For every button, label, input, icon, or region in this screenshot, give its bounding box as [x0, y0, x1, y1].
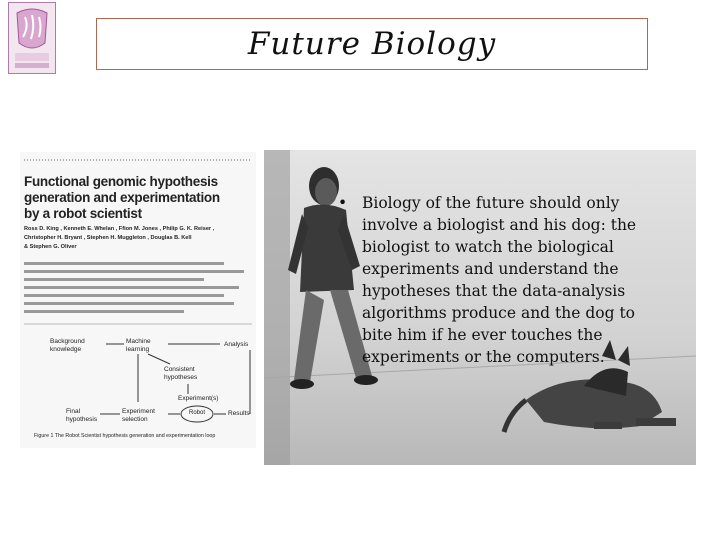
paper-heading-3: by a robot scientist — [24, 206, 142, 221]
university-logo — [8, 2, 56, 74]
paper-excerpt — [20, 152, 256, 448]
bullet-text: Biology of the future should only involve a biologist and his dog: the biologist to watch the biological experiments and understand the hypotheses that the data-analysis algorithms produce and the dog to bite him if he ever touches the experiments or the computers. — [362, 194, 637, 366]
diagram-robot: Robot — [189, 410, 206, 416]
diagram-final-hypothesis: Final hypothesis — [66, 408, 98, 423]
diagram-machine-learning: Machine learning — [126, 338, 151, 353]
paper-heading-1: Functional genomic hypothesis — [24, 174, 218, 189]
paper-authors-1: Ross D. King , Kenneth E. Whelan , Ffion M. Jones , Philip G. K. Reiser , — [24, 226, 215, 232]
diagram-experiments: Experiment(s) — [178, 395, 219, 402]
diagram-experiment-selection: Experiment selection — [122, 408, 155, 423]
slide-title: Future Biology — [247, 26, 497, 62]
diagram-background-knowledge: Background knowledge — [50, 338, 85, 353]
title-box — [96, 18, 648, 70]
diagram-analysis: Analysis — [224, 341, 249, 348]
crest-icon — [9, 3, 55, 73]
paper-authors-2: Christopher H. Bryant , Stephen H. Muggleton , Douglas B. Kell — [24, 235, 192, 241]
bullet-marker: • — [338, 194, 348, 212]
diagram-caption: Figure 1 The Robot Scientist hypothesis generation and experimentation loop — [34, 433, 216, 439]
bullet-point — [338, 192, 656, 368]
paper-authors-3: & Stephen G. Oliver — [24, 244, 77, 250]
diagram-consistent-hypotheses: Consistent hypotheses — [164, 366, 198, 381]
diagram-results: Results — [228, 410, 250, 417]
paper-heading-2: generation and experimentation — [24, 190, 220, 205]
